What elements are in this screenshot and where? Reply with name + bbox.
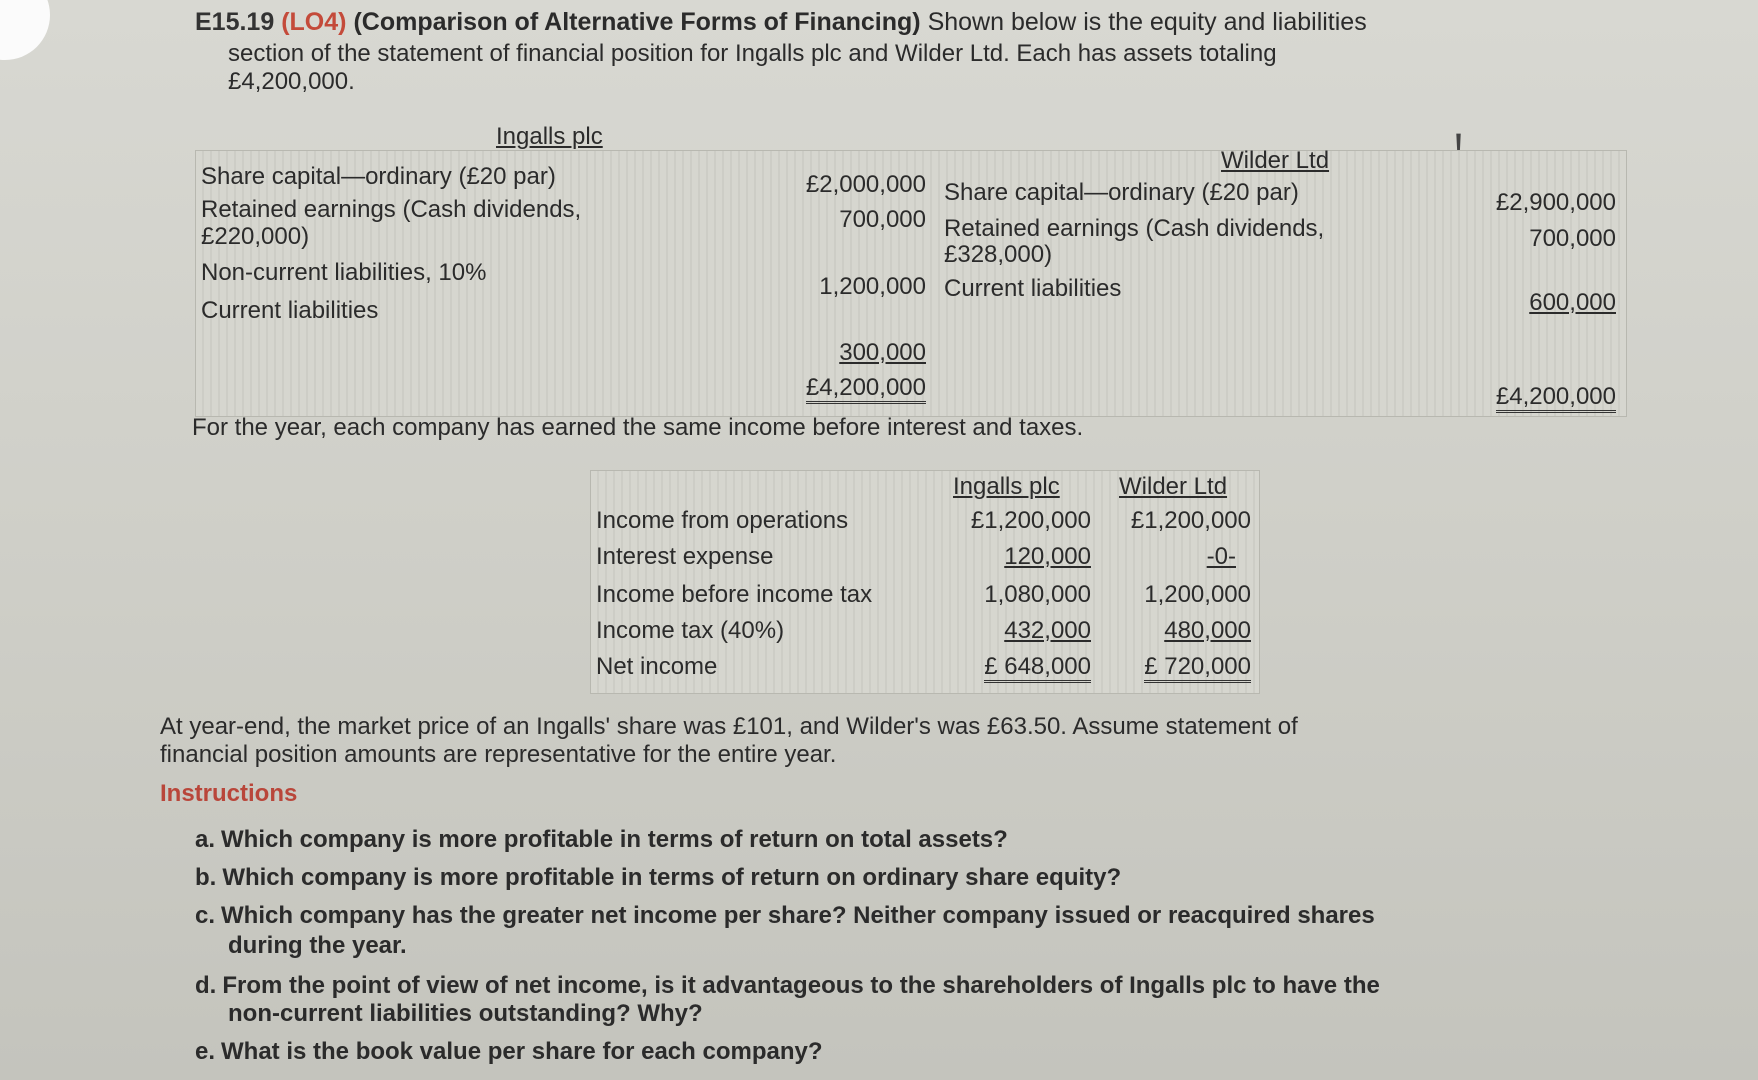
question-letter: d. (195, 972, 217, 999)
market-line-1: At year-end, the market price of an Ingalls' share was £101, and Wilder's was £63.50. Assume statement of (160, 713, 1298, 740)
exercise-title: (Comparison of Alternative Forms of Financing) (353, 8, 921, 36)
exercise-heading (195, 8, 1367, 37)
income-row-wilder: -0- (1206, 543, 1236, 570)
income-row-ingalls: 1,080,000 (984, 581, 1091, 608)
question-text: Which company is more profitable in terms of return on total assets? (221, 826, 1008, 853)
ingalls-row-label: Current liabilities (201, 297, 379, 324)
wilder-row-label: Share capital—ordinary (£20 par) (944, 179, 1299, 206)
light-glare (0, 0, 50, 60)
income-table (590, 470, 1260, 694)
financial-position-table (195, 123, 1627, 417)
question-d (195, 972, 1380, 1000)
income-row-wilder: £1,200,000 (1130, 507, 1251, 534)
wilder-heading: Wilder Ltd (1221, 147, 1330, 174)
ingalls-total (776, 374, 926, 402)
ingalls-row-label: Share capital—ordinary (£20 par) (201, 163, 556, 190)
learning-objective: (LO4) (281, 8, 347, 36)
intro-line-2: section of the statement of financial position for Ingalls plc and Wilder Ltd. Each has assets totaling (228, 40, 1277, 67)
question-b (195, 864, 1121, 892)
income-row-wilder: 480,000 (1164, 617, 1251, 644)
question-letter: b. (195, 864, 217, 891)
ingalls-row-label: Retained earnings (Cash dividends, (201, 196, 582, 223)
question-letter: a. (195, 826, 216, 853)
income-row-ingalls: 120,000 (1004, 543, 1091, 570)
question-text: From the point of view of net income, is it advantageous to the shareholders of Ingalls plc to have the (222, 972, 1380, 999)
income-row-ingalls: 432,000 (1004, 617, 1091, 644)
market-line-2: financial position amounts are representative for the entire year. (160, 741, 837, 768)
income-row-label: Interest expense (596, 543, 774, 570)
question-text: What is the book value per share for each company? (221, 1038, 823, 1065)
ingalls-row-value: 700,000 (839, 206, 926, 233)
income-col-wilder: Wilder Ltd (1119, 473, 1228, 500)
wilder-total (1461, 383, 1616, 411)
wilder-row-value: 600,000 (1529, 289, 1616, 316)
income-row-label: Net income (596, 653, 718, 680)
income-col-ingalls: Ingalls plc (953, 473, 1060, 500)
ingalls-heading: Ingalls plc (496, 123, 603, 150)
question-text: Which company is more profitable in terms of return on ordinary share equity? (222, 864, 1122, 891)
ingalls-row-value: £2,000,000 (805, 171, 926, 198)
wilder-row-label: Retained earnings (Cash dividends, (944, 215, 1325, 242)
question-text: Which company has the greater net income per share? Neither company issued or reacquired shares (221, 902, 1375, 929)
income-row-label: Income before income tax (596, 581, 873, 608)
question-a (195, 826, 1008, 854)
question-letter: e. (195, 1038, 216, 1065)
net-income-ingalls-value: £ 648,000 (984, 653, 1091, 683)
wilder-row-label: Current liabilities (944, 275, 1122, 302)
income-row-ingalls (941, 653, 1091, 681)
intro-line-1: Shown below is the equity and liabilities (927, 8, 1367, 36)
net-income-wilder-value: £ 720,000 (1144, 653, 1251, 683)
instructions-title: Instructions (160, 780, 298, 807)
question-letter: c. (195, 902, 216, 929)
ingalls-total-value: £4,200,000 (806, 374, 926, 404)
question-c-cont: during the year. (228, 932, 407, 959)
wilder-row-value: 700,000 (1529, 225, 1616, 252)
ingalls-row-label-cont: £220,000) (201, 223, 310, 250)
income-row-label: Income from operations (596, 507, 849, 534)
question-d-cont: non-current liabilities outstanding? Why? (228, 1000, 703, 1027)
wilder-total-value: £4,200,000 (1496, 383, 1616, 413)
wilder-row-value: £2,900,000 (1495, 189, 1616, 216)
question-c (195, 902, 1375, 930)
income-row-wilder: 1,200,000 (1144, 581, 1251, 608)
wilder-row-label-cont: £328,000) (944, 241, 1053, 268)
intro-line-3: £4,200,000. (228, 68, 355, 95)
income-row-wilder (1101, 653, 1251, 681)
income-row-label: Income tax (40%) (596, 617, 785, 644)
ingalls-row-value: 1,200,000 (819, 273, 926, 300)
exercise-number: E15.19 (195, 8, 275, 36)
income-row-ingalls: £1,200,000 (970, 507, 1091, 534)
ingalls-row-label: Non-current liabilities, 10% (201, 259, 487, 286)
income-intro: For the year, each company has earned the same income before interest and taxes. (192, 414, 1084, 441)
question-e (195, 1038, 823, 1066)
ingalls-row-value: 300,000 (839, 339, 926, 366)
